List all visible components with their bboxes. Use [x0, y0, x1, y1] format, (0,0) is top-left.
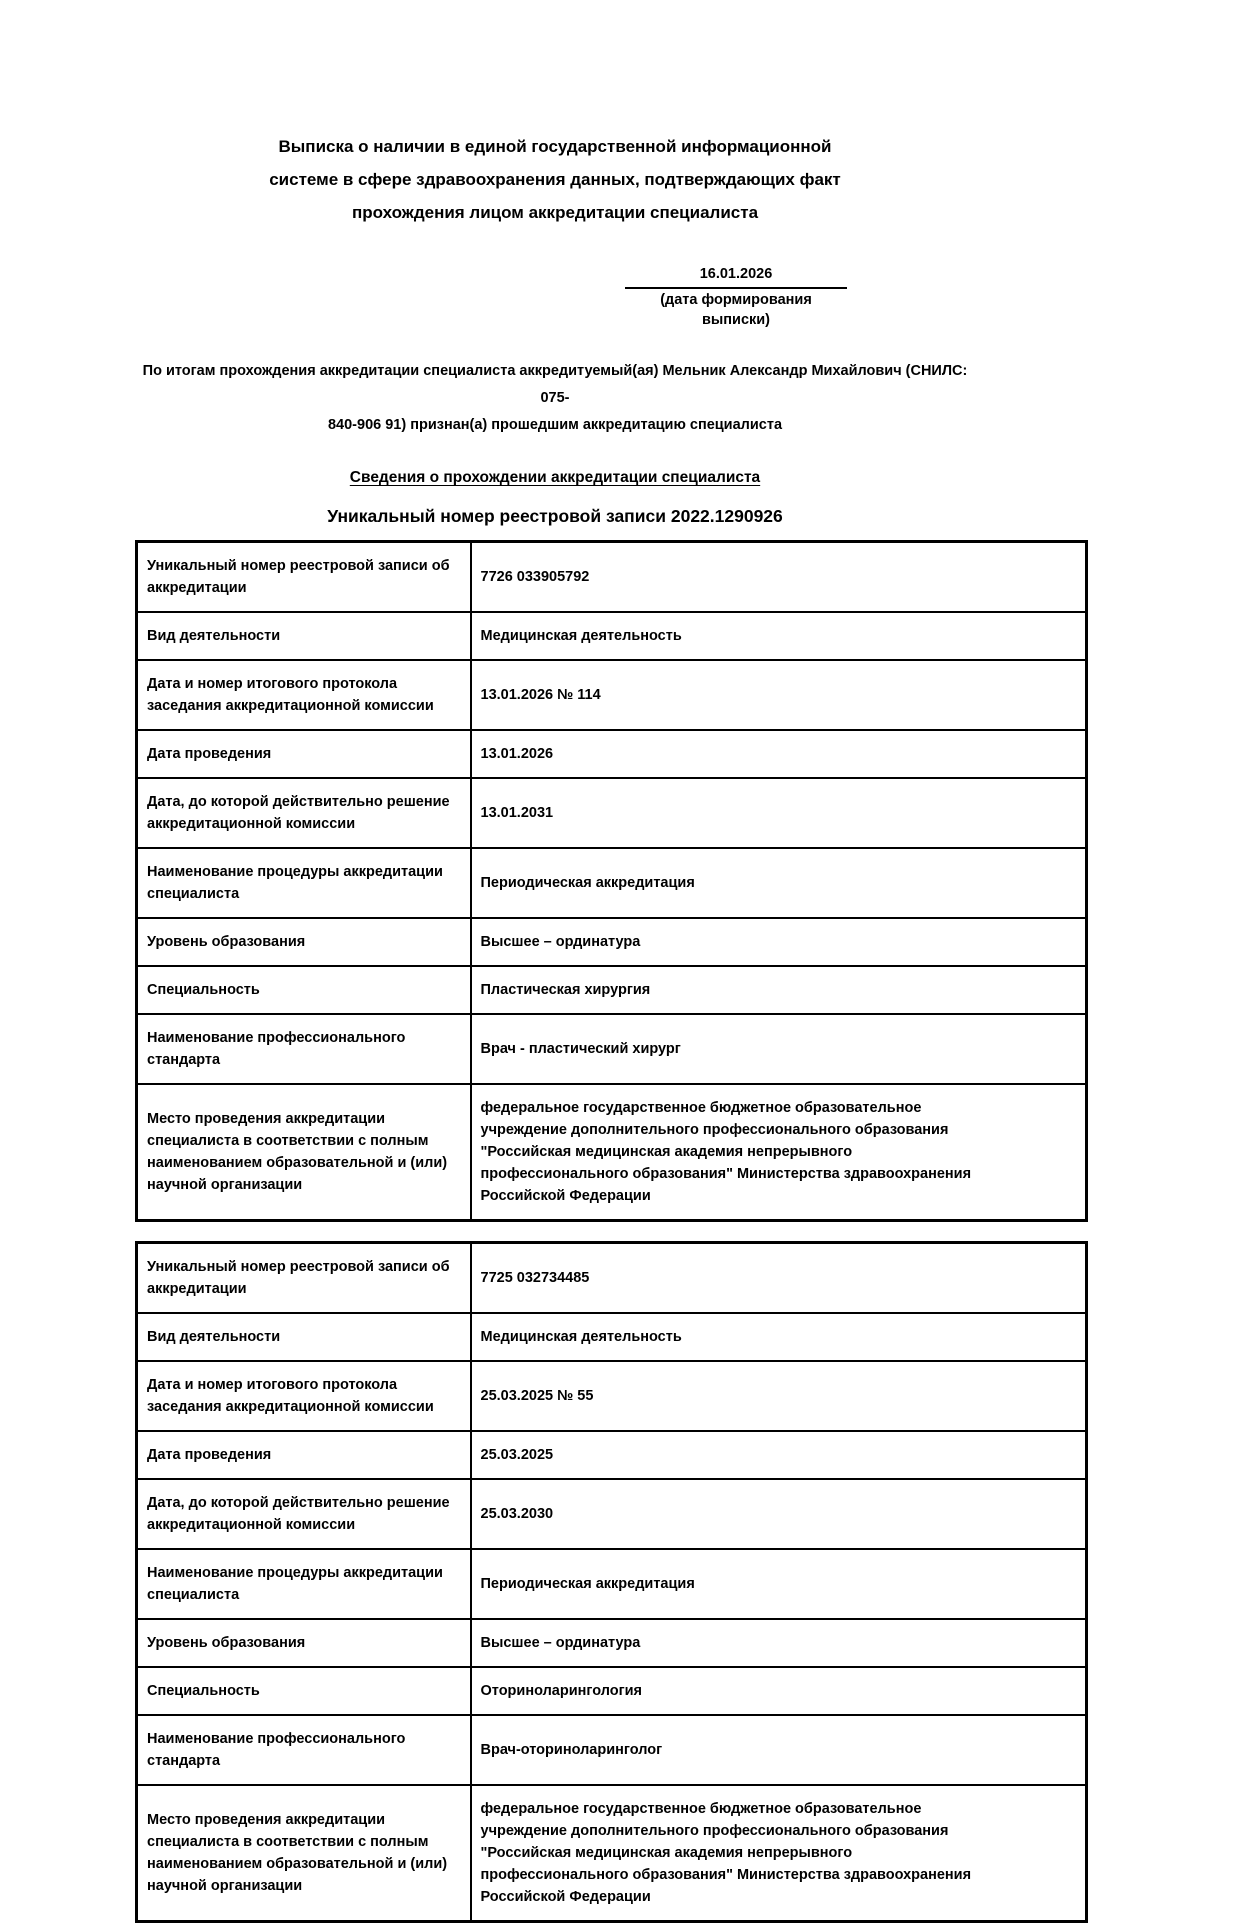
row-label: Уникальный номер реестровой записи об аккредитации [137, 542, 471, 613]
row-label: Специальность [137, 1667, 471, 1715]
row-label: Дата, до которой действительно решение аккредитационной комиссии [137, 778, 471, 848]
accreditation-table-1 [135, 540, 1088, 1222]
row-label: Специальность [137, 966, 471, 1014]
table-row [137, 778, 1087, 848]
row-label: Дата и номер итогового протокола заседания аккредитационной комиссии [137, 660, 471, 730]
row-value: 13.01.2026 № 114 [471, 660, 1087, 730]
row-value: 13.01.2026 [471, 730, 1087, 778]
table-row [137, 612, 1087, 660]
title-line-3: прохождения лицом аккредитации специалиста [351, 203, 759, 222]
row-value: Медицинская деятельность [471, 612, 1087, 660]
row-value: Медицинская деятельность [471, 1313, 1087, 1361]
row-label: Наименование профессионального стандарта [137, 1715, 471, 1785]
row-value: 13.01.2031 [471, 778, 1087, 848]
row-value: Периодическая аккредитация [471, 1549, 1087, 1619]
row-value: Врач - пластический хирург [471, 1014, 1087, 1084]
table-row [137, 730, 1087, 778]
row-label: Место проведения аккредитации специалиста в соответствии с полным наименованием образовательной и (или) научной организации [137, 1084, 471, 1221]
row-value: 25.03.2030 [471, 1479, 1087, 1549]
table-row [137, 1667, 1087, 1715]
title-line-1: Выписка о наличии в единой государственной информационной [278, 137, 832, 156]
row-value: Высшее – ординатура [471, 918, 1087, 966]
date-caption: (дата формирования выписки) [660, 292, 812, 328]
table-row [137, 1619, 1087, 1667]
table-row [137, 1479, 1087, 1549]
table-row [137, 1431, 1087, 1479]
row-value: Периодическая аккредитация [471, 848, 1087, 918]
row-label: Дата проведения [137, 1431, 471, 1479]
table-row [137, 848, 1087, 918]
date-block [625, 265, 847, 330]
record-number-heading: Уникальный номер реестровой записи 2022.1290926 [327, 506, 783, 526]
table-row [137, 918, 1087, 966]
row-value: Высшее – ординатура [471, 1619, 1087, 1667]
row-value: 7726 033905792 [471, 542, 1087, 613]
table-row [137, 1361, 1087, 1431]
row-label: Уровень образования [137, 918, 471, 966]
intro-paragraph [135, 358, 975, 439]
row-label: Наименование процедуры аккредитации специалиста [137, 848, 471, 918]
row-label: Уникальный номер реестровой записи об аккредитации [137, 1243, 471, 1314]
row-label: Наименование профессионального стандарта [137, 1014, 471, 1084]
row-value: федеральное государственное бюджетное образовательное учреждение дополнительного профессионального образования "Российская медицинская академия непрерывного профессионального образования" Министерства здравоохранения Российской Федерации [471, 1785, 1087, 1922]
table-row [137, 1313, 1087, 1361]
accreditation-table-2 [135, 1241, 1088, 1923]
row-value: 7725 032734485 [471, 1243, 1087, 1314]
table-row [137, 1014, 1087, 1084]
row-label: Дата, до которой действительно решение аккредитационной комиссии [137, 1479, 471, 1549]
title-line-2: системе в сфере здравоохранения данных, подтверждающих факт [269, 170, 841, 189]
row-label: Вид деятельности [137, 612, 471, 660]
row-value: Оториноларингология [471, 1667, 1087, 1715]
row-label: Уровень образования [137, 1619, 471, 1667]
row-value: федеральное государственное бюджетное образовательное учреждение дополнительного профессионального образования "Российская медицинская академия непрерывного профессионального образования" Министерства здравоохранения Российской Федерации [471, 1084, 1087, 1221]
table-row [137, 1715, 1087, 1785]
table-row [137, 1243, 1087, 1314]
row-label: Наименование процедуры аккредитации специалиста [137, 1549, 471, 1619]
section-heading [135, 468, 975, 488]
table-row [137, 660, 1087, 730]
intro-line-2: 840-906 91) признан(а) прошедшим аккредитацию специалиста [327, 417, 783, 433]
table-row [137, 1084, 1087, 1221]
table-row [137, 1785, 1087, 1922]
document-title [135, 130, 975, 229]
section-heading-text: Сведения о прохождении аккредитации специалиста [349, 469, 761, 486]
row-label: Вид деятельности [137, 1313, 471, 1361]
row-value: 25.03.2025 № 55 [471, 1361, 1087, 1431]
row-value: Пластическая хирургия [471, 966, 1087, 1014]
row-label: Место проведения аккредитации специалиста в соответствии с полным наименованием образовательной и (или) научной организации [137, 1785, 471, 1922]
row-value: Врач-оториноларинголог [471, 1715, 1087, 1785]
row-value: 25.03.2025 [471, 1431, 1087, 1479]
intro-line-1: По итогам прохождения аккредитации специалиста аккредитуемый(ая) Мельник Александр Михайлович (СНИЛС: 075- [142, 363, 968, 406]
row-label: Дата и номер итогового протокола заседания аккредитационной комиссии [137, 1361, 471, 1431]
table-row [137, 966, 1087, 1014]
table-row [137, 542, 1087, 613]
table-row [137, 1549, 1087, 1619]
formation-date: 16.01.2026 [625, 265, 847, 289]
row-label: Дата проведения [137, 730, 471, 778]
